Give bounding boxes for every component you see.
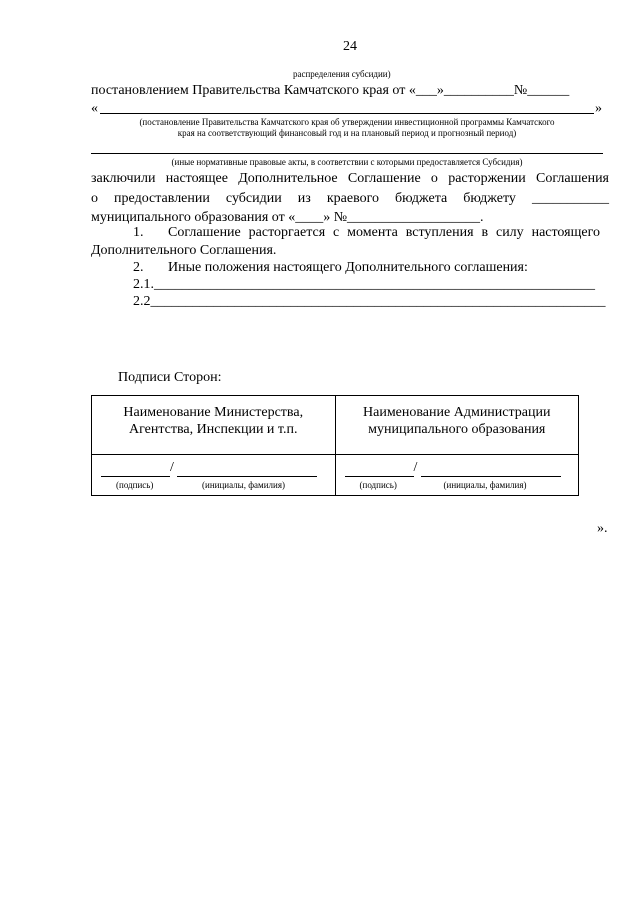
left-caption-name: (инициалы, фамилия)	[202, 480, 285, 490]
body-line-1: заключили настоящее Дополнительное Соглашение о расторжении Соглашения	[91, 171, 609, 186]
body-line-2: о предоставлении субсидии из краевого бюджета бюджету ___________	[91, 191, 609, 206]
item-2-2: 2.2_________________________________________________________________	[133, 294, 606, 309]
item-1-continuation: Дополнительного Соглашения.	[91, 243, 277, 258]
right-caption-sign: (подпись)	[359, 480, 397, 490]
left-signature-line	[101, 476, 170, 477]
right-signature-cell	[335, 455, 579, 496]
signatures-title: Подписи Сторон:	[118, 370, 222, 385]
closing-quote: ».	[597, 521, 608, 536]
left-signature-slash: /	[170, 460, 174, 475]
item-1-text: Соглашение расторгается с момента вступления в силу настоящего	[168, 225, 600, 240]
header-note: распределения субсидии)	[293, 69, 391, 79]
left-name-line	[177, 476, 317, 477]
left-signature-cell	[92, 455, 336, 496]
body-line-3: муниципального образования от «____» №___________________.	[91, 210, 484, 225]
right-caption-name: (инициалы, фамилия)	[443, 480, 527, 490]
signature-table	[91, 395, 579, 496]
left-caption-sign: (подпись)	[116, 480, 154, 490]
acts-note: (иные нормативные правовые акты, в соответствии с которыми предоставляется Субсидия)	[171, 157, 523, 167]
right-party-header	[335, 396, 579, 455]
resolution-line: постановлением Правительства Камчатского края от «___»__________№______	[91, 83, 570, 98]
right-name-line	[421, 476, 561, 477]
program-quote-close: »	[595, 101, 602, 116]
item-2-text: Иные положения настоящего Дополнительного соглашения:	[168, 260, 528, 275]
right-signature-line	[345, 476, 414, 477]
program-note-line2: края на соответствующий финансовый год и на плановый период и прогнозный период)	[177, 128, 517, 138]
program-quote-open: «	[91, 101, 98, 116]
page-number: 24	[343, 39, 357, 54]
item-2-1: 2.1._______________________________________________________________	[133, 277, 595, 292]
right-signature-slash: /	[413, 460, 418, 475]
item-2-number: 2.	[133, 260, 144, 275]
program-blank-line	[100, 113, 594, 114]
left-party-header	[92, 396, 336, 455]
right-party-name: Наименование Администрации муниципального образования	[363, 405, 551, 437]
item-1-number: 1.	[133, 225, 144, 240]
left-party-name: Наименование Министерства, Агентства, Инспекции и т.п.	[123, 405, 304, 437]
program-note-line1: (постановление Правительства Камчатского края об утверждении инвестиционной программы Камчатского	[139, 117, 555, 127]
program-note	[91, 117, 603, 139]
acts-blank-line	[91, 153, 603, 154]
